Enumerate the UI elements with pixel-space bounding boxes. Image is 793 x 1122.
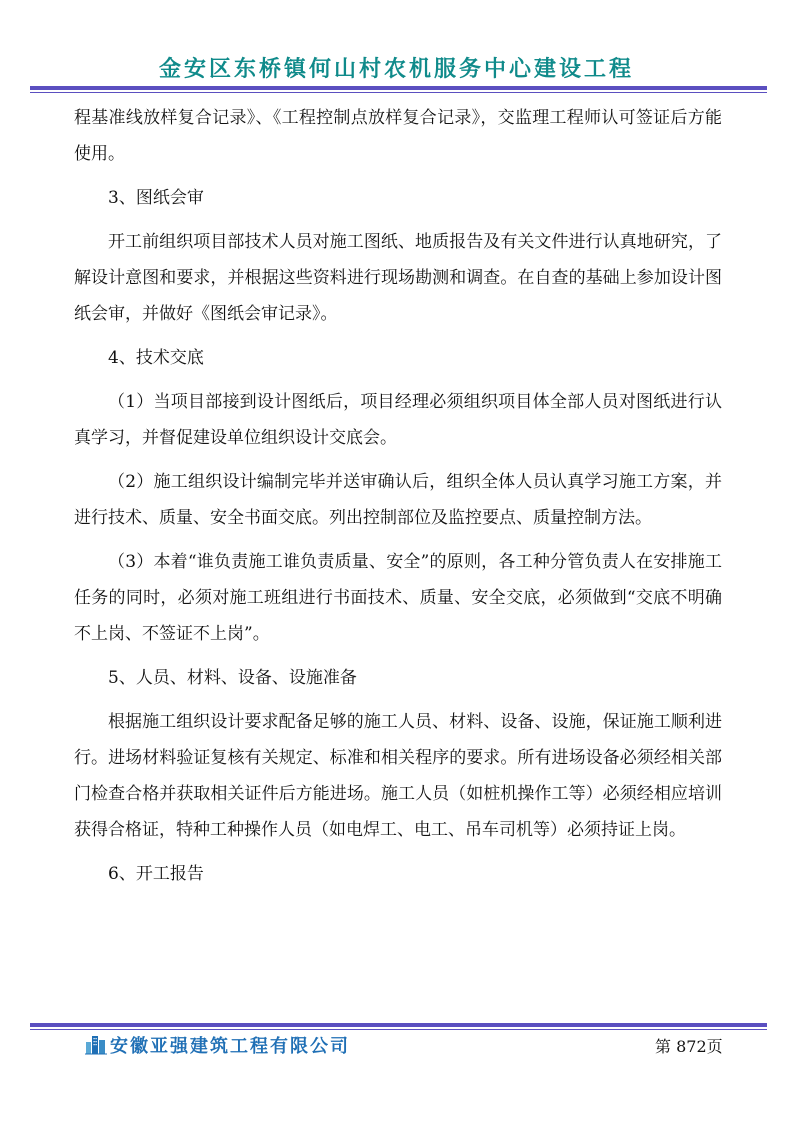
header-rule-thin <box>30 92 767 93</box>
body-paragraph: 程基准线放样复合记录》、《工程控制点放样复合记录》，交监理工程师认可签证后方能使用。 <box>74 108 722 164</box>
footer-page-number: 第 872页 <box>655 1037 723 1056</box>
body-paragraph: （2）施工组织设计编制完毕并送审确认后，组织全体人员认真学习施工方案，并进行技术、质量、安全书面交底。列出控制部位及监控要点、质量控制方法。 <box>74 472 722 528</box>
footer-company-name: 安徽亚强建筑工程有限公司 <box>110 1036 350 1057</box>
section-heading: 4、技术交底 <box>108 348 204 368</box>
body-paragraph: （3）本着“谁负责施工谁负责质量、安全”的原则，各工种分管负责人在安排施工任务的同时，必须对施工班组进行书面技术、质量、安全交底，必须做到“交底不明确不上岗、不签证不上岗”。 <box>74 552 722 644</box>
footer-rule-thin <box>30 1029 767 1030</box>
page-header-title: 金安区东桥镇何山村农机服务中心建设工程 <box>158 56 634 82</box>
body-paragraph: （1）当项目部接到设计图纸后，项目经理必须组织项目体全部人员对图纸进行认真学习，并督促建设单位组织设计交底会。 <box>74 392 722 448</box>
header-rule-thick <box>30 86 767 90</box>
section-heading: 5、人员、材料、设备、设施准备 <box>108 668 357 688</box>
building-logo-icon <box>84 1032 108 1056</box>
footer-rule-thick <box>30 1023 767 1027</box>
body-paragraph: 开工前组织项目部技术人员对施工图纸、地质报告及有关文件进行认真地研究，了解设计意图和要求，并根据这些资料进行现场勘测和调查。在自查的基础上参加设计图纸会审，并做好《图纸会审记录》。 <box>74 232 722 324</box>
body-paragraph: 根据施工组织设计要求配备足够的施工人员、材料、设备、设施，保证施工顺利进行。进场材料验证复核有关规定、标准和相关程序的要求。所有进场设备必须经相关部门检查合格并获取相关证件后方能进场。施工人员（如桩机操作工等）必须经相应培训获得合格证，特种工种操作人员（如电焊工、电工、吊车司机等）必须持证上岗。 <box>74 712 722 840</box>
section-heading: 6、开工报告 <box>108 864 204 884</box>
section-heading: 3、图纸会审 <box>108 188 204 208</box>
document-body <box>74 100 722 900</box>
